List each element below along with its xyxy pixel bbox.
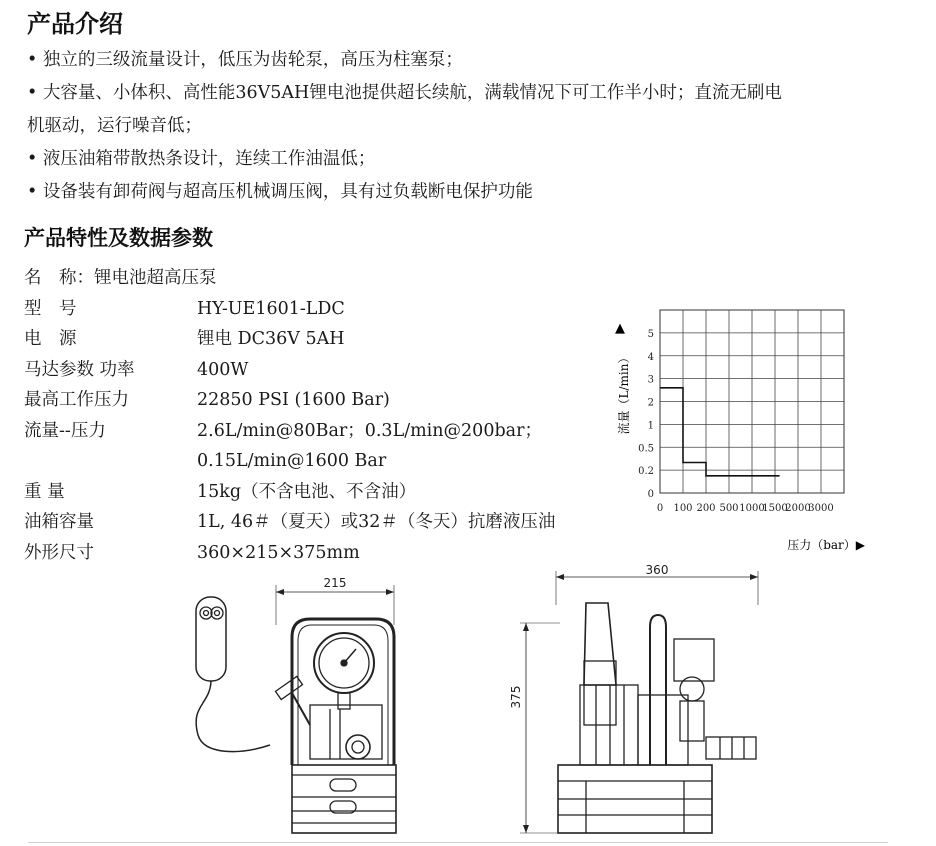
spec-value: 0.15L/min@1600 Bar bbox=[197, 451, 387, 471]
chart-y-label: 流量（L/min） bbox=[617, 351, 631, 435]
spec-value: 15kg（不含电池、不含油） bbox=[197, 481, 417, 502]
bullet-1: • 独立的三级流量设计，低压为齿轮泵，高压为柱塞泵； bbox=[27, 50, 463, 70]
spec-value: 1L, 46＃（夏天）或32＃（冬天）抗磨液压油 bbox=[197, 512, 556, 532]
chart-y-tick-label: 1 bbox=[647, 420, 654, 432]
spec-name: 名 称：锂电池超高压泵 bbox=[24, 268, 217, 288]
y-axis-arrow-icon: ▲ bbox=[615, 321, 625, 336]
spec-label: 油箱容量 bbox=[24, 512, 94, 532]
chart-series-flow bbox=[660, 388, 780, 476]
chart-y-tick-label: 3 bbox=[647, 374, 654, 386]
bullet-3: • 液压油箱带散热条设计，连续工作油温低； bbox=[27, 149, 376, 169]
chart-grid bbox=[660, 310, 844, 493]
pump-drawings bbox=[180, 565, 780, 845]
side-height-dim: 375 bbox=[509, 685, 523, 709]
chart-x-tick-label: 3000 bbox=[808, 503, 834, 514]
side-view-drawing bbox=[520, 571, 758, 833]
chart-y-ticks bbox=[638, 329, 654, 500]
bullet-4: • 设备装有卸荷阀与超高压机械调压阀，具有过负载断电保护功能 bbox=[27, 182, 533, 202]
flow-pressure-chart bbox=[610, 305, 870, 555]
chart-x-tick-label: 100 bbox=[673, 503, 693, 514]
chart-x-ticks bbox=[657, 503, 834, 514]
spec-label: 外形尺寸 bbox=[24, 542, 94, 563]
intro-bullets bbox=[27, 44, 907, 209]
chart-x-tick-label: 500 bbox=[719, 503, 739, 514]
chart-y-tick-label: 5 bbox=[647, 328, 654, 340]
chart-y-tick-label: 0 bbox=[647, 489, 654, 500]
bullet-2-cont: 机驱动，运行噪音低； bbox=[27, 116, 202, 136]
chart-y-tick-label: 4 bbox=[647, 351, 654, 363]
spec-value: HY-UE1601-LDC bbox=[197, 298, 345, 319]
spec-value: 400W bbox=[197, 359, 249, 380]
spec-label: 最高工作压力 bbox=[24, 390, 129, 410]
chart-x-tick-label: 2000 bbox=[785, 503, 811, 514]
chart-y-tick-label: 2 bbox=[647, 397, 654, 409]
front-view-drawing bbox=[196, 585, 396, 833]
front-width-dim: 215 bbox=[323, 576, 347, 590]
chart-x-tick-label: 1500 bbox=[762, 503, 788, 514]
spec-value: 2.6L/min@80Bar；0.3L/min@200bar； bbox=[197, 420, 542, 441]
chart-x-tick-label: 1000 bbox=[739, 503, 765, 514]
section-title-specs: 产品特性及数据参数 bbox=[24, 226, 213, 250]
spec-value: 22850 PSI (1600 Bar) bbox=[197, 390, 390, 410]
bullet-2: • 大容量、小体积、高性能36V5AH锂电池提供超长续航，满载情况下可工作半小时；直流无刷电 bbox=[27, 83, 782, 103]
spec-value: 360×215×375mm bbox=[197, 542, 360, 563]
chart-y-tick-label: 0.2 bbox=[638, 466, 654, 478]
spec-label: 马达参数 功率 bbox=[24, 359, 135, 380]
chart-x-tick-label: 0 bbox=[656, 503, 664, 514]
spec-label: 流量--压力 bbox=[24, 420, 106, 441]
chart-y-tick-label: 0.5 bbox=[638, 443, 654, 455]
chart-x-tick-label: 200 bbox=[696, 503, 716, 514]
spec-label: 型 号 bbox=[24, 298, 77, 319]
side-width-dim: 360 bbox=[645, 565, 669, 577]
spec-value: 锂电 DC36V 5AH bbox=[197, 329, 345, 349]
bottom-divider bbox=[28, 842, 888, 843]
spec-label: 电 源 bbox=[24, 329, 77, 349]
spec-label: 重 量 bbox=[24, 481, 65, 502]
section-title-intro: 产品介绍 bbox=[27, 10, 123, 38]
chart-x-label: 压力（bar）▶ bbox=[787, 538, 865, 552]
